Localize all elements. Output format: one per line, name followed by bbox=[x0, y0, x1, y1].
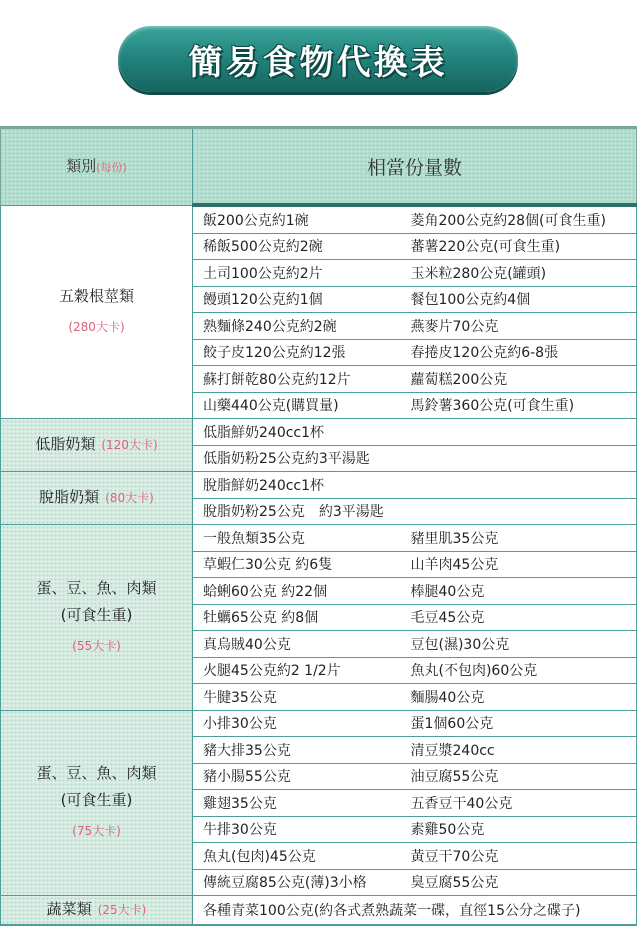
food-item: 餐包100公克約4個 bbox=[397, 286, 637, 313]
category-cell bbox=[1, 710, 193, 896]
food-item: 蘇打餅乾80公克約12片 bbox=[193, 366, 397, 393]
category-header-label: 類別 bbox=[66, 156, 97, 175]
category-name: (可食生重) bbox=[60, 605, 133, 624]
food-item: 一般魚類35公克 bbox=[193, 525, 397, 552]
food-item: 雞翅35公克 bbox=[193, 790, 397, 817]
category-cell bbox=[1, 205, 193, 419]
food-item: 燕麥片70公克 bbox=[397, 313, 637, 340]
category-name: 脫脂奶類 bbox=[39, 488, 100, 506]
food-item: 牛腱35公克 bbox=[193, 684, 397, 711]
food-item: 飯200公克約1碗 bbox=[193, 205, 397, 233]
food-item: 油豆腐55公克 bbox=[397, 763, 637, 790]
exchange-table bbox=[0, 126, 637, 926]
category-cell bbox=[1, 419, 193, 472]
food-item: 蛤蜊60公克 約22個 bbox=[193, 578, 397, 605]
food-item: 山羊肉45公克 bbox=[397, 551, 637, 578]
food-item: 火腿45公克約2 1/2片 bbox=[193, 657, 397, 684]
food-item: 熟麵條240公克約2碗 bbox=[193, 313, 397, 340]
food-item: 脫脂鮮奶240cc1杯 bbox=[193, 472, 637, 499]
food-item: 稀飯500公克約2碗 bbox=[193, 233, 397, 260]
food-item: 草蝦仁30公克 約6隻 bbox=[193, 551, 397, 578]
food-item: 蘿蔔糕200公克 bbox=[397, 366, 637, 393]
food-item: 傳統豆腐85公克(薄)3小格 bbox=[193, 869, 397, 896]
category-header-note: (每份) bbox=[96, 160, 127, 174]
table-row bbox=[1, 896, 637, 926]
food-item: 麵腸40公克 bbox=[397, 684, 637, 711]
food-item: 豬里肌35公克 bbox=[397, 525, 637, 552]
food-item: 小排30公克 bbox=[193, 710, 397, 737]
category-name: 五穀根莖類 bbox=[58, 286, 134, 305]
food-item: 饅頭120公克約1個 bbox=[193, 286, 397, 313]
food-item: 低脂奶粉25公克約3平湯匙 bbox=[193, 445, 637, 472]
table-row bbox=[1, 205, 637, 233]
food-item: 清豆漿240cc bbox=[397, 737, 637, 764]
food-item: 脫脂奶粉25公克 約3平湯匙 bbox=[193, 498, 637, 525]
food-item: 臭豆腐55公克 bbox=[397, 869, 637, 896]
food-item: 馬鈴薯360公克(可食生重) bbox=[397, 392, 637, 419]
food-item: 山藥440公克(購買量) bbox=[193, 392, 397, 419]
food-item: 黃豆干70公克 bbox=[397, 843, 637, 870]
category-name: 蛋、豆、魚、肉類 bbox=[36, 578, 157, 597]
category-name: (可食生重) bbox=[60, 791, 133, 810]
food-item: 低脂鮮奶240cc1杯 bbox=[193, 419, 637, 446]
food-item: 蕃薯220公克(可食生重) bbox=[397, 233, 637, 260]
food-item: 玉米粒280公克(罐頭) bbox=[397, 260, 637, 287]
category-kcal: (80大卡) bbox=[105, 491, 154, 505]
table-row bbox=[1, 419, 637, 446]
food-item: 豬大排35公克 bbox=[193, 737, 397, 764]
food-item: 棒腿40公克 bbox=[397, 578, 637, 605]
category-cell bbox=[1, 525, 193, 711]
amount-header: 相當份量數 bbox=[193, 128, 637, 206]
food-item: 五香豆干40公克 bbox=[397, 790, 637, 817]
category-kcal: (25大卡) bbox=[97, 903, 147, 917]
food-item: 魚丸(包肉)45公克 bbox=[193, 843, 397, 870]
food-item: 蛋1個60公克 bbox=[397, 710, 637, 737]
food-item: 牡蠣65公克 約8個 bbox=[193, 604, 397, 631]
category-kcal: (75大卡) bbox=[72, 824, 121, 839]
category-name: 低脂奶類 bbox=[35, 435, 96, 453]
table-row bbox=[1, 525, 637, 552]
food-item: 真烏賊40公克 bbox=[193, 631, 397, 658]
food-item: 豆包(濕)30公克 bbox=[397, 631, 637, 658]
food-item: 魚丸(不包肉)60公克 bbox=[397, 657, 637, 684]
table-row bbox=[1, 710, 637, 737]
food-item: 豬小腸55公克 bbox=[193, 763, 397, 790]
food-item: 菱角200公克約28個(可食生重) bbox=[397, 205, 637, 233]
category-cell bbox=[1, 472, 193, 525]
category-kcal: (55大卡) bbox=[72, 638, 121, 653]
food-item: 餃子皮120公克約12張 bbox=[193, 339, 397, 366]
food-item: 土司100公克約2片 bbox=[193, 260, 397, 287]
category-name: 蛋、豆、魚、肉類 bbox=[36, 764, 157, 783]
food-item: 各種青菜100公克(約各式煮熟蔬菜一碟，直徑15公分之碟子) bbox=[193, 896, 637, 926]
category-header bbox=[1, 128, 193, 206]
category-name: 蔬菜類 bbox=[46, 900, 92, 918]
category-kcal: (120大卡) bbox=[101, 438, 158, 452]
food-item: 素雞50公克 bbox=[397, 816, 637, 843]
category-kcal: (280大卡) bbox=[68, 319, 125, 334]
category-cell bbox=[1, 896, 193, 926]
table-header bbox=[1, 128, 637, 206]
title-banner bbox=[118, 26, 518, 92]
food-item: 牛排30公克 bbox=[193, 816, 397, 843]
food-item: 春捲皮120公克約6-8張 bbox=[397, 339, 637, 366]
page-title: 簡易食物代換表 bbox=[188, 42, 448, 83]
food-item: 毛豆45公克 bbox=[397, 604, 637, 631]
table-row bbox=[1, 472, 637, 499]
